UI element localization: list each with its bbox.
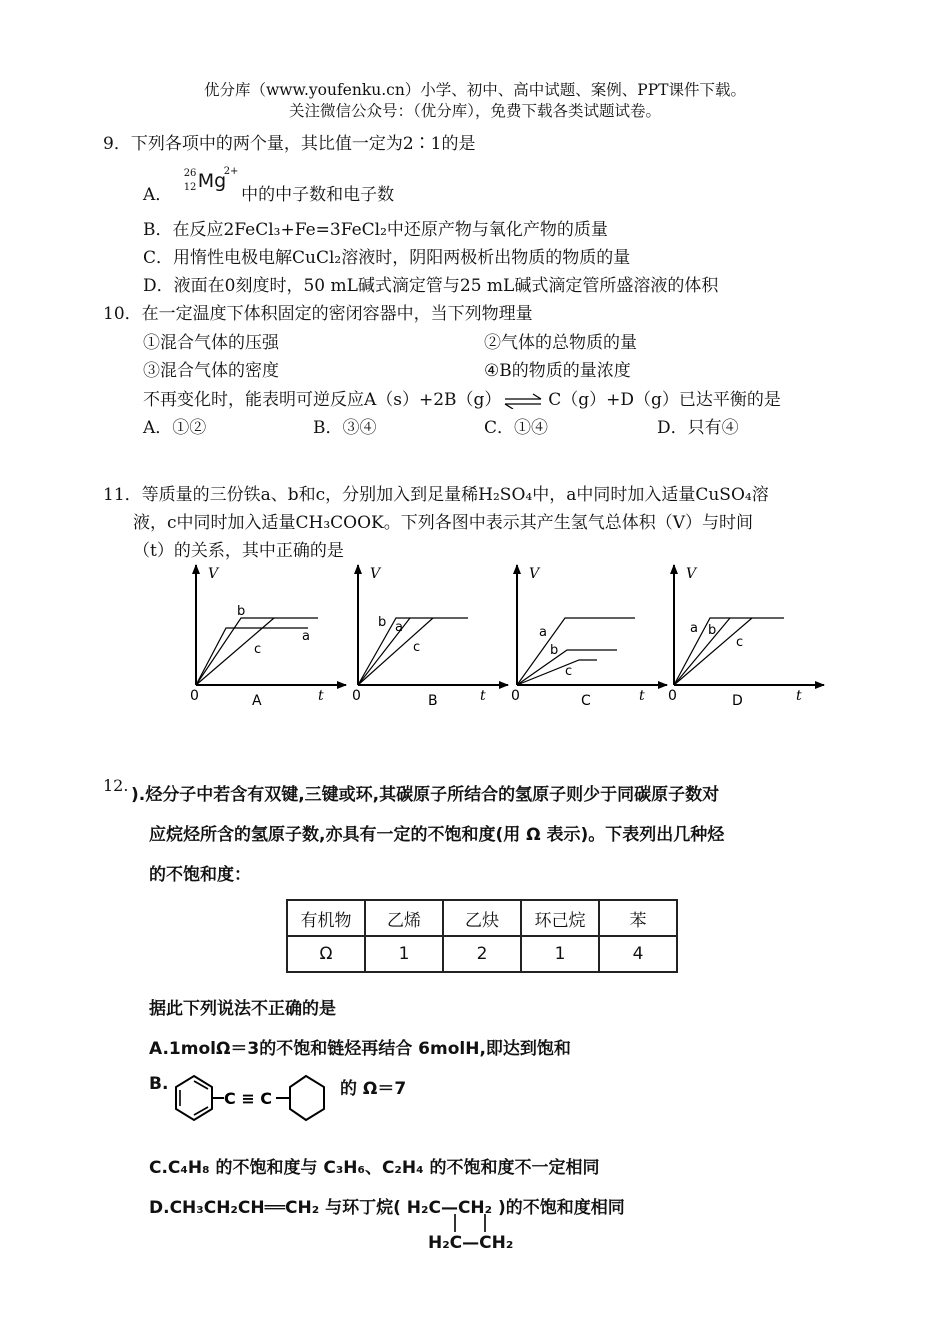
mass-number: 26: [183, 168, 197, 179]
q10-item-4: ④B的物质的量浓度: [484, 361, 631, 381]
q12-question: 据此下列说法不正确的是: [149, 999, 336, 1019]
graph-b[interactable]: [352, 565, 508, 709]
q9-option-a-prefix: A．: [143, 185, 173, 205]
graph-a-axis-v: V: [208, 566, 219, 582]
table-header-cell: 有机物: [287, 900, 365, 936]
q12-option-b-prefix: B.: [149, 1074, 169, 1094]
atomic-number: 12: [183, 182, 197, 193]
graph-c-axis-t: t: [639, 688, 645, 704]
graph-b-label-c: c: [413, 640, 421, 655]
graph-d-origin: 0: [668, 688, 677, 704]
graph-c-label-a: a: [539, 625, 547, 640]
q11-graphs: [180, 560, 840, 720]
q10-item-3: ③混合气体的密度: [143, 361, 279, 381]
graph-d-label-b: b: [708, 623, 717, 638]
header-line-2: 关注微信公众号：（优分库），免费下载各类试题试卷。: [288, 102, 661, 120]
graph-b-axis-t: t: [480, 688, 486, 704]
q10-condition-pre: 不再变化时，能表明可逆反应A（s）+2B（g）: [143, 390, 502, 410]
graph-b-origin: 0: [352, 688, 361, 704]
q12-number: 12.: [103, 776, 129, 795]
q10-option-c: C．①④: [484, 418, 549, 438]
ion-charge: 2+: [223, 166, 239, 177]
q9-option-b: B．在反应2FeCl₃+Fe=3FeCl₂中还原产物与氧化产物的质量: [143, 220, 608, 240]
triple-bond-text: C ≡ C: [224, 1089, 273, 1108]
q12-para-line-1: ).烃分子中若含有双键,三键或环,其碳原子所结合的氢原子则少于同碳原子数对: [131, 785, 720, 805]
unsaturation-table: [286, 899, 678, 973]
table-cell: 1: [521, 936, 599, 972]
q9-option-a: [143, 166, 395, 205]
q10-option-b: B．③④: [313, 418, 377, 438]
graph-d-label-c: c: [736, 635, 744, 650]
q12-option-a: A.1molΩ＝3的不饱和链烃再结合 6molH,即达到饱和: [149, 1039, 571, 1059]
q10-condition: [143, 385, 781, 410]
graph-a-label-c: c: [254, 642, 262, 657]
table-header-cell: 乙炔: [443, 900, 521, 936]
element-symbol: Mg: [197, 170, 227, 192]
q11-line-3: （t）的关系，其中正确的是: [133, 541, 344, 561]
graph-d-axis-v: V: [686, 566, 697, 582]
graph-c-axis-v: V: [529, 566, 540, 582]
table-header-cell: 乙烯: [365, 900, 443, 936]
equilibrium-arrow-icon: [503, 393, 543, 409]
table-cell: 1: [365, 936, 443, 972]
graph-b-label: B: [428, 693, 438, 709]
q12-para-line-3: 的不饱和度：: [149, 865, 251, 885]
q10-condition-post: C（g）+D（g）已达平衡的是: [548, 390, 781, 410]
q10-option-a: A．①②: [143, 418, 207, 438]
graph-c-label-b: b: [550, 643, 559, 658]
table-cell: Ω: [287, 936, 365, 972]
table-header-cell: 环己烷: [521, 900, 599, 936]
graph-c-line-c: [517, 660, 597, 685]
q9-option-c: C．用惰性电极电解CuCl₂溶液时，阴阳两极析出物质的物质的量: [143, 248, 631, 268]
q12-para-line-2: 应烷烃所含的氢原子数,亦具有一定的不饱和度(用 Ω 表示)。下表列出几种烃: [149, 825, 725, 845]
graph-d-label-a: a: [690, 621, 698, 636]
header-line-1: 优分库（www.youfenku.cn）小学、初中、高中试题、案例、PPT课件下载。: [203, 81, 747, 99]
nuclide-notation: [178, 166, 239, 202]
graph-c[interactable]: [511, 565, 667, 709]
table-cell: 4: [599, 936, 677, 972]
graph-d-line-b: [674, 618, 730, 685]
benzene-ring-icon: [176, 1076, 212, 1120]
graph-b-label-b: b: [378, 615, 387, 630]
q12-option-d: D.CH₃CH₂CH══CH₂ 与环丁烷( H₂C—CH₂ )的不饱和度相同: [149, 1198, 625, 1218]
graph-d-axis-t: t: [796, 688, 802, 704]
table-header-row: [287, 900, 677, 936]
graph-b-axis-v: V: [370, 566, 381, 582]
q12-option-b-suffix: 的 Ω＝7: [340, 1079, 407, 1099]
table-header-cell: 苯: [599, 900, 677, 936]
diphenylacetylene-structure: [168, 1068, 338, 1148]
q10-item-2: ②气体的总物质的量: [484, 333, 637, 353]
graph-a-axis-t: t: [318, 688, 324, 704]
q9-option-a-text: 中的中子数和电子数: [241, 185, 395, 205]
q9-option-d: D．液面在0刻度时，50 mL碱式滴定管与25 mL碱式滴定管所盛溶液的体积: [143, 276, 719, 296]
q11-line-1: 11．等质量的三份铁a、b和c，分别加入到足量稀H₂SO₄中，a中同时加入适量CuSO₄溶: [103, 485, 769, 505]
graph-c-label-c: c: [565, 664, 573, 679]
cyclobutane-bonds: [440, 1212, 530, 1234]
graph-d-label: D: [732, 693, 743, 709]
graph-a[interactable]: [190, 565, 346, 709]
q11-line-2: 液，c中同时加入适量CH₃COOK。下列各图中表示其产生氢气总体积（V）与时间: [133, 513, 754, 533]
graph-a-origin: 0: [190, 688, 199, 704]
graph-c-label: C: [581, 693, 591, 709]
graph-b-label-a: a: [395, 620, 403, 635]
q10-option-d: D．只有④: [657, 418, 739, 438]
table-cell: 2: [443, 936, 521, 972]
graph-a-label-a: a: [302, 629, 310, 644]
q10-item-1: ①混合气体的压强: [143, 333, 279, 353]
q9-stem: 9．下列各项中的两个量，其比值一定为2∶1的是: [103, 134, 476, 154]
graph-c-line-a: [517, 618, 635, 685]
cyclobutane-bottom: H₂C—CH₂: [428, 1233, 514, 1253]
table-row: [287, 936, 677, 972]
graph-a-label-b: b: [237, 604, 246, 619]
q10-stem: 10．在一定温度下体积固定的密闭容器中，当下列物理量: [103, 304, 533, 324]
q12-option-c: C.C₄H₈ 的不饱和度与 C₃H₆、C₂H₄ 的不饱和度不一定相同: [149, 1158, 600, 1178]
graph-a-label: A: [252, 693, 262, 709]
graph-c-origin: 0: [511, 688, 520, 704]
graph-d[interactable]: [668, 565, 824, 709]
cyclohexane-ring-icon: [290, 1076, 324, 1120]
